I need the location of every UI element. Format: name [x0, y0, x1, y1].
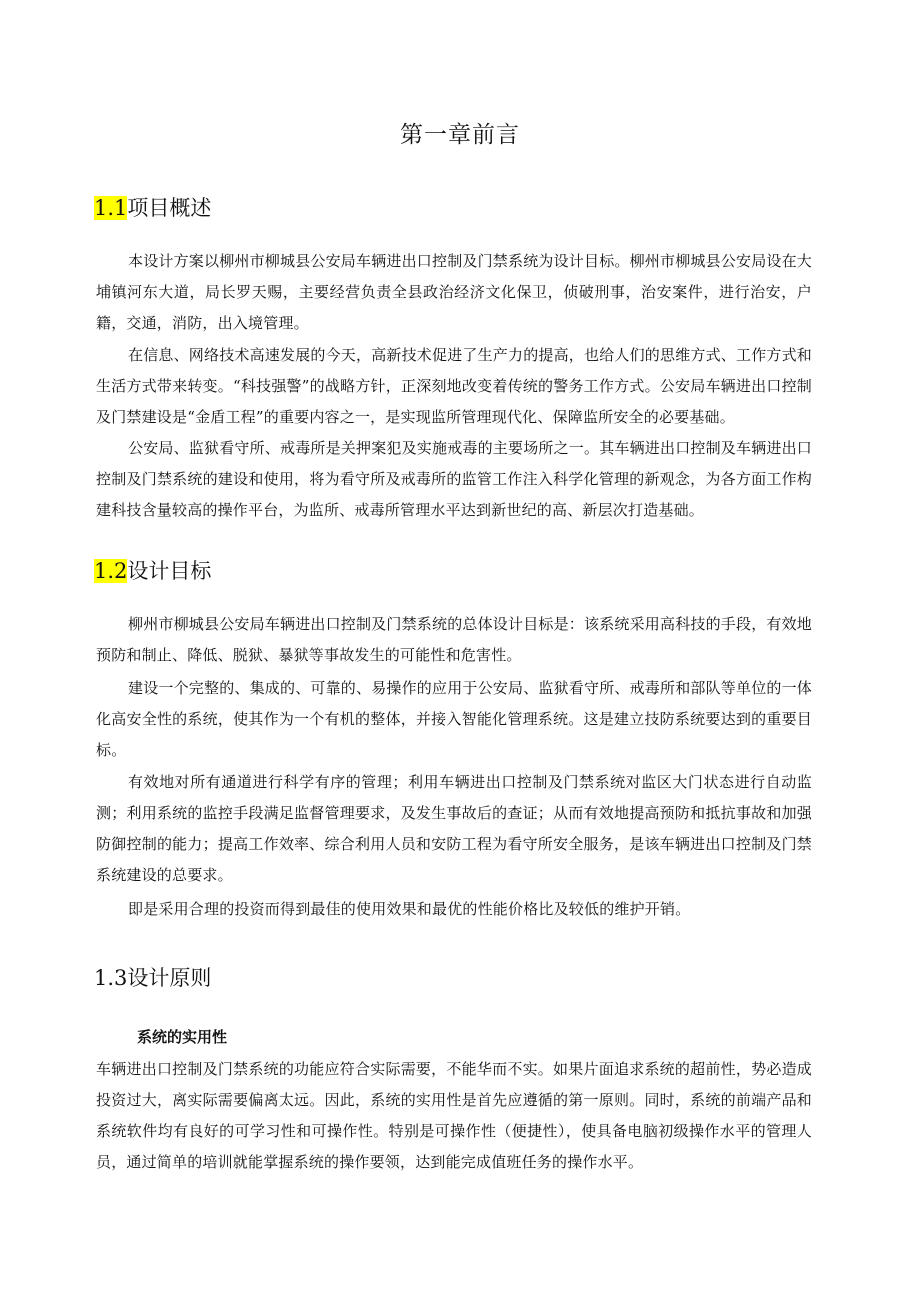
paragraph: 本设计方案以柳州市柳城县公安局车辆进出口控制及门禁系统为设计目标。柳州市柳城县公安局设在大埔镇河东大道，局长罗天赐，主要经营负责全县政治经济文化保卫，侦破刑事，治安案件，进行治安，户籍，交通，消防，出入境管理。: [96, 252, 813, 332]
section-heading-1-2: [94, 555, 211, 585]
subsection-heading: 系统的实用性: [137, 1028, 228, 1046]
section-number: 1.3: [94, 966, 128, 990]
section-title: 设计原则: [127, 966, 212, 990]
section-title: 项目概述: [127, 196, 212, 220]
paragraph: 车辆进出口控制及门禁系统的功能应符合实际需要，不能华而不实。如果片面追求系统的超前性，势必造成投资过大，离实际需要偏离太远。因此，系统的实用性是首先应遵循的第一原则。同时，系统的前端产品和系统软件均有良好的可学习性和可操作性。特别是可操作性（便捷性），使具备电脑初级操作水平的管理人员，通过简单的培训就能掌握系统的操作要领，达到能完成值班任务的操作水平。: [96, 1060, 812, 1171]
section-title: 设计目标: [127, 559, 212, 583]
paragraph: 建设一个完整的、集成的、可靠的、易操作的应用于公安局、监狱看守所、戒毒所和部队等单位的一体化高安全性的系统，使其作为一个有机的整体，并接入智能化管理系统。这是建立技防系统要达到的重要目标。: [96, 679, 813, 759]
section-number: 1.1: [94, 196, 128, 220]
section-heading-1-1: [94, 192, 211, 222]
section-number: 1.2: [94, 559, 128, 583]
paragraph: 公安局、监狱看守所、戒毒所是关押案犯及实施戒毒的主要场所之一。其车辆进出口控制及车辆进出口控制及门禁系统的建设和使用，将为看守所及戒毒所的监管工作注入科学化管理的新观念，为各方面工作构建科技含量较高的操作平台，为监所、戒毒所管理水平达到新世纪的高、新层次打造基础。: [96, 439, 813, 519]
paragraph: 在信息、网络技术高速发展的今天，高新技术促进了生产力的提高，也给人们的思维方式、工作方式和生活方式带来转变。“科技强警”的战略方针，正深刻地改变着传统的警务工作方式。公安局车辆进出口控制及门禁建设是“金盾工程”的重要内容之一，是实现监所管理现代化、保障监所安全的必要基础。: [96, 346, 813, 426]
paragraph: 即是采用合理的投资而得到最佳的使用效果和最优的性能价格比及较低的维护开销。: [128, 900, 691, 918]
paragraph: 柳州市柳城县公安局车辆进出口控制及门禁系统的总体设计目标是：该系统采用高科技的手段，有效地预防和制止、降低、脱狱、暴狱等事故发生的可能性和危害性。: [96, 615, 813, 664]
section-heading-1-3: [94, 962, 211, 992]
paragraph: 有效地对所有通道进行科学有序的管理；利用车辆进出口控制及门禁系统对监区大门状态进行自动监测；利用系统的监控手段满足监督管理要求，及发生事故后的查证；从而有效地提高预防和抵抗事故和加强防御控制的能力；提高工作效率、综合利用人员和安防工程为看守所安全服务，是该车辆进出口控制及门禁系统建设的总要求。: [96, 773, 812, 884]
chapter-title: 第一章前言: [400, 122, 520, 148]
